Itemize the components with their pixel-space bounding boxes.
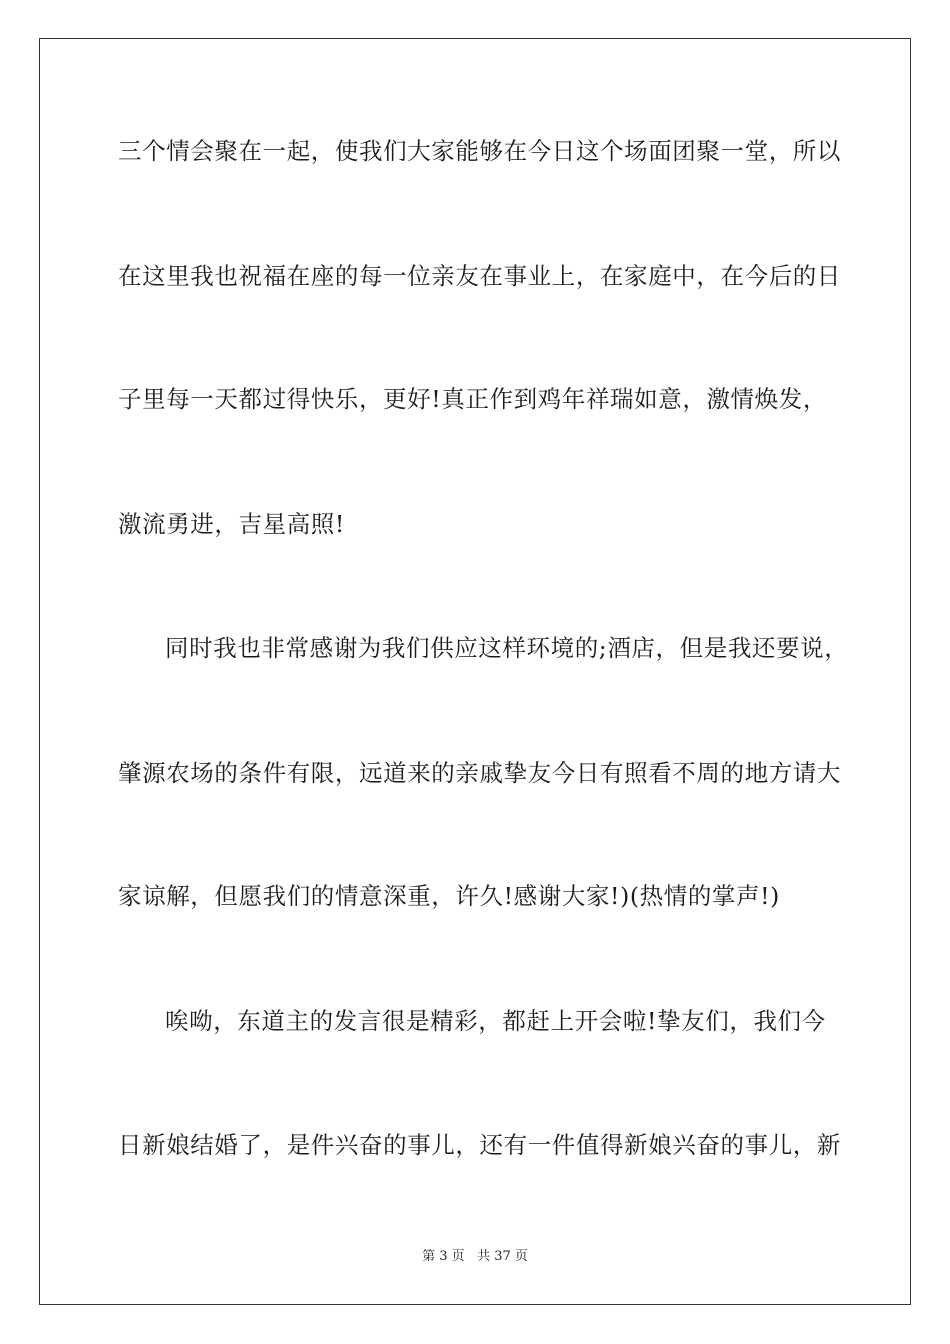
page-footer: [0, 1248, 950, 1266]
body-text-line: 日新娘结婚了，是件兴奋的事儿，还有一件值得新娘兴奋的事儿，新: [118, 1131, 841, 1159]
page-number: 第 3 页: [422, 1249, 465, 1264]
body-text-line: 子里每一天都过得快乐，更好!真正作到鸡年祥瑞如意，激情焕发，: [118, 385, 827, 413]
body-text-line: 家谅解，但愿我们的情意深重，许久!感谢大家!)(热情的掌声!): [118, 882, 780, 910]
paragraph-start-line: 唉呦，东道主的发言很是精彩，都赶上开会啦!挚友们，我们今: [165, 1007, 826, 1035]
body-text-line: 肇源农场的条件有限，远道来的亲戚挚友今日有照看不周的地方请大: [118, 759, 841, 787]
page-total: 共 37 页: [477, 1249, 528, 1264]
page-frame: [39, 38, 911, 1305]
body-text-line: 在这里我也祝福在座的每一位亲友在事业上，在家庭中，在今后的日: [118, 262, 841, 290]
body-text-line: 激流勇进，吉星高照!: [118, 510, 345, 538]
paragraph-start-line: 同时我也非常感谢为我们供应这样环境的;酒店，但是我还要说，: [165, 634, 849, 662]
body-text-line: 三个情会聚在一起，使我们大家能够在今日这个场面团聚一堂，所以: [118, 137, 841, 165]
